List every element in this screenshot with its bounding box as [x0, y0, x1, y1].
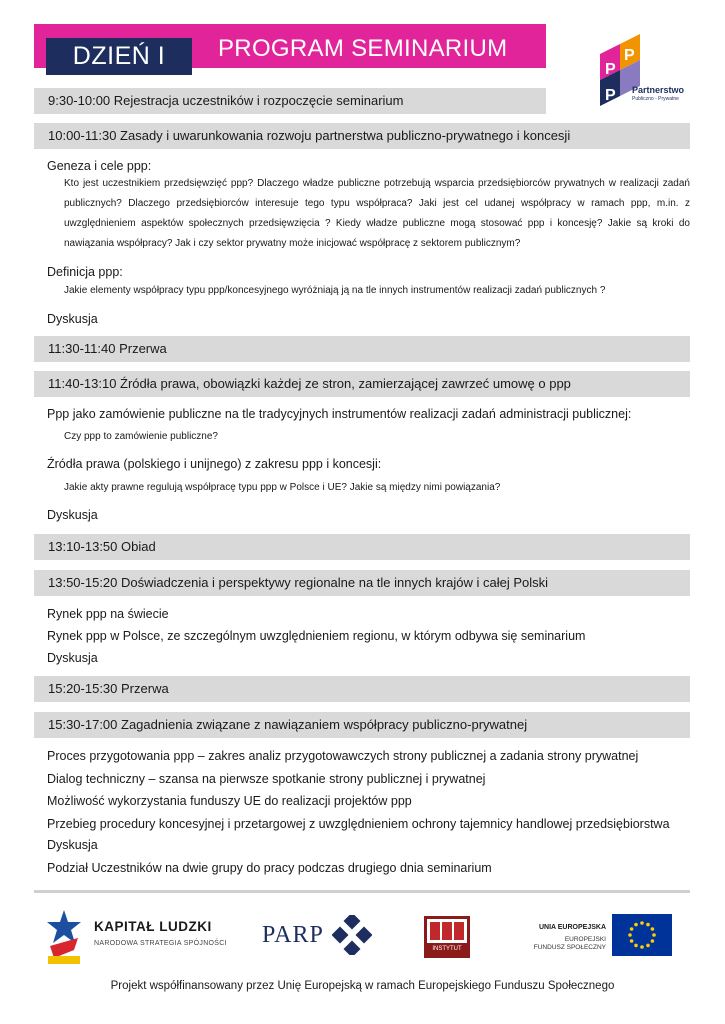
agenda-row-session-1: 10:00-11:30 Zasady i uwarunkowania rozwoju partnerstwa publiczno-prywatnego i koncesji: [34, 123, 690, 149]
discussion-label: Dyskusja: [47, 838, 98, 852]
page-title: PROGRAM SEMINARIUM: [218, 35, 508, 62]
agenda-row-break: 15:20-15:30 Przerwa: [34, 676, 690, 702]
logo-name: Partnerstwo: [632, 85, 685, 95]
topic-heading: Ppp jako zamówienie publiczne na tle tradycyjnych instrumentów realizacji zadań administracji publicznej:: [47, 407, 632, 421]
kapital-ludzki-subtitle: NARODOWA STRATEGIA SPÓJNOŚCI: [94, 940, 227, 947]
discussion-label: Dyskusja: [47, 508, 98, 522]
kapital-ludzki-title: KAPITAŁ LUDZKI: [94, 919, 212, 934]
topic-item: Rynek ppp w Polsce, ze szczególnym uwzględnieniem regionu, w którym odbywa się seminarium: [47, 629, 586, 643]
agenda-row-registration: 9:30-10:00 Rejestracja uczestników i rozpoczęcie seminarium: [34, 88, 546, 114]
topic-description: Kto jest uczestnikiem przedsięwzięć ppp? Dlaczego władze publiczne potrzebują wsparcia przedsiębiorców prywatnych w realizacji zadań publicznych? Dlaczego przedsiębiorców interesuje tego typu współpraca? Jaki jest cel udanej współpracy w ramach ppp, m.in. z uwzględnieniem aspektów społecznych przedsięwzięcia ? Kiedy władze publiczne mogą stosować ppp i koncesję? Jakie są kroki do nawiązania współpracy? Jak i czy sektor prywatny może inicjować współpracę z sektorem publicznym?: [64, 178, 690, 249]
agenda-row-session-2: 11:40-13:10 Źródła prawa, obowiązki każdej ze stron, zamierzającej zawrzeć umowę o ppp: [34, 371, 690, 397]
topic-description: Jakie akty prawne regulują współpracę typu ppp w Polsce i UE? Jakie są między nimi powiązania?: [64, 482, 501, 493]
topic-heading: Geneza i cele ppp:: [47, 159, 152, 173]
topic-item: Dialog techniczny – szansa na pierwsze spotkanie strony publicznej i prywatnej: [47, 772, 486, 786]
day-label: DZIEŃ I: [46, 38, 192, 75]
agenda-row-lunch: 13:10-13:50 Obiad: [34, 534, 690, 560]
parp-logo-icon: [332, 915, 372, 955]
topic-item: Możliwość wykorzystania funduszy UE do realizacji projektów ppp: [47, 794, 412, 808]
parp-logo-text: PARP: [262, 922, 324, 948]
svg-text:P: P: [624, 47, 635, 64]
discussion-label: Dyskusja: [47, 312, 98, 326]
ppp-institute-label: INSTYTUT: [432, 946, 462, 952]
footer-divider: [34, 890, 690, 893]
agenda-row-session-4: 15:30-17:00 Zagadnienia związane z nawiązaniem współpracy publiczno-prywatnej: [34, 712, 690, 738]
kapital-ludzki-logo-icon: [44, 908, 84, 966]
topic-heading: Definicja ppp:: [47, 265, 123, 279]
topic-description: Czy ppp to zamówienie publiczne?: [64, 431, 218, 442]
agenda-row-break: 11:30-11:40 Przerwa: [34, 336, 690, 362]
topic-item: Proces przygotowania ppp – zakres analiz przygotowawczych strony publicznej a zadania strony prywatnej: [47, 749, 639, 763]
topic-description: Jakie elementy współpracy typu ppp/koncesyjnego wyróżniają ją na tle innych instrumentów realizacji zadań publicznych ?: [64, 285, 606, 296]
topic-item: Rynek ppp na świecie: [47, 607, 169, 621]
topic-heading: Źródła prawa (polskiego i unijnego) z zakresu ppp i koncesji:: [47, 457, 382, 471]
discussion-label: Dyskusja: [47, 651, 98, 665]
svg-text:P: P: [605, 61, 616, 78]
eu-flag-icon: [612, 914, 672, 956]
topic-item: Podział Uczestników na dwie grupy do pracy podczas drugiego dnia seminarium: [47, 861, 492, 875]
agenda-row-session-3: 13:50-15:20 Doświadczenia i perspektywy regionalne na tle innych krajów i całej Polski: [34, 570, 690, 596]
eu-title: UNIA EUROPEJSKA: [538, 924, 606, 931]
eu-subtitle: [520, 936, 606, 952]
topic-item: Przebieg procedury koncesyjnej i przetargowej z uwzględnieniem ochrony tajemnicy handlowej przedsiębiorstwa: [47, 817, 670, 831]
svg-text:P: P: [605, 87, 616, 104]
eu-subtitle-line: FUNDUSZ SPOŁECZNY: [533, 944, 606, 951]
eu-subtitle-line: EUROPEJSKI: [564, 936, 606, 943]
logo-subtitle: Publiczno - Prywatne: [632, 96, 679, 102]
cofinancing-note: Projekt współfinansowany przez Unię Europejską w ramach Europejskiego Funduszu Społecznego: [110, 980, 615, 992]
